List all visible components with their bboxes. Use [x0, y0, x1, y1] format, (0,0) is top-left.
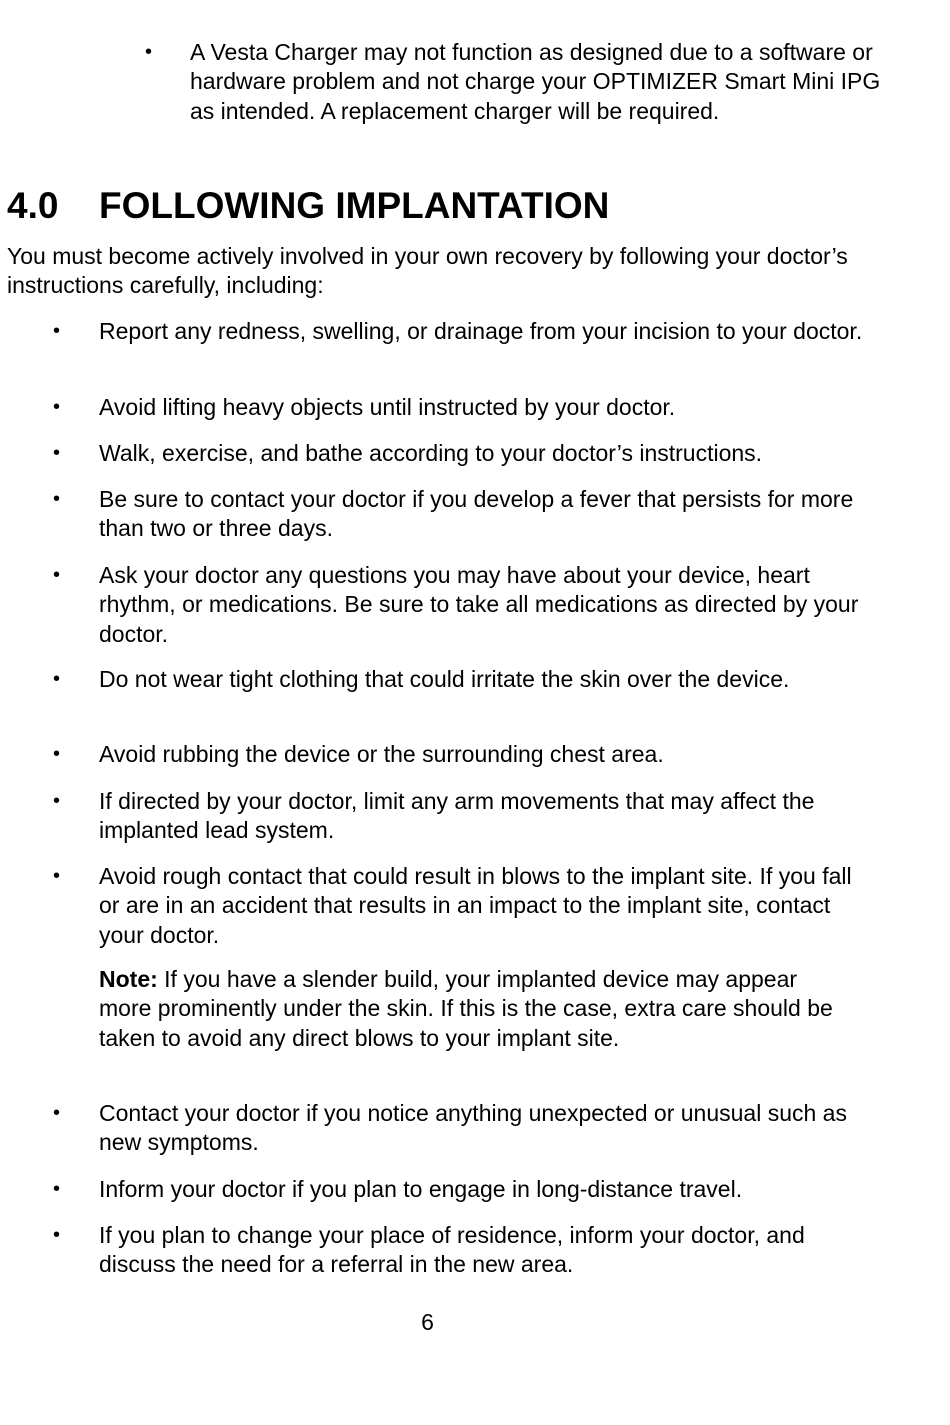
bullet-marker: • [53, 668, 61, 690]
bullet-marker: • [53, 396, 61, 418]
bullet-marker: • [53, 564, 61, 586]
list-item-text: Avoid rough contact that could result in blows to the implant site. If you fall or are in an accident that results in an impact to the implant site, contact your doctor. [99, 863, 852, 948]
top-bullet-text: A Vesta Charger may not function as designed due to a software or hardware problem and not charge your OPTIMIZER Smart Mini IPG as intended. A replacement charger will be required. [190, 39, 881, 124]
list-item-text: Walk, exercise, and bathe according to your doctor’s instructions. [99, 440, 763, 466]
list-item-text: Avoid lifting heavy objects until instructed by your doctor. [99, 394, 676, 420]
bullet-marker: • [53, 1224, 61, 1246]
section-number: 4.0 [7, 185, 59, 226]
bullet-marker: • [53, 320, 61, 342]
bullet-marker: • [53, 865, 61, 887]
section-heading [7, 184, 609, 228]
list-item-text: Inform your doctor if you plan to engage in long-distance travel. [99, 1176, 743, 1202]
bullet-marker: • [53, 488, 61, 510]
bullet-marker: • [53, 1102, 61, 1124]
list-item-text: Avoid rubbing the device or the surrounding chest area. [99, 741, 664, 767]
bullet-marker: • [145, 41, 153, 63]
note-text: If you have a slender build, your implanted device may appear more prominently under the skin. If this is the case, extra care should be taken to avoid any direct blows to your implant site. [99, 966, 833, 1051]
note-label: Note: [99, 966, 158, 992]
list-item-text: If directed by your doctor, limit any arm movements that may affect the implanted lead system. [99, 788, 815, 844]
section-title: FOLLOWING IMPLANTATION [99, 185, 610, 226]
bullet-marker: • [53, 790, 61, 812]
list-item-text: If you plan to change your place of residence, inform your doctor, and discuss the need for a referral in the new area. [99, 1222, 805, 1278]
bullet-marker: • [53, 1178, 61, 1200]
section-intro: You must become actively involved in your own recovery by following your doctor’s instructions carefully, including: [7, 243, 848, 299]
list-item-text: Be sure to contact your doctor if you develop a fever that persists for more than two or three days. [99, 486, 854, 542]
bullet-marker: • [53, 743, 61, 765]
page-number: 6 [421, 1309, 434, 1335]
bullet-marker: • [53, 442, 61, 464]
list-item-text: Ask your doctor any questions you may have about your device, heart rhythm, or medications. Be sure to take all medications as directed by your doctor. [99, 562, 859, 647]
list-item-text: Do not wear tight clothing that could irritate the skin over the device. [99, 666, 790, 692]
list-item-text: Report any redness, swelling, or drainage from your incision to your doctor. [99, 318, 863, 344]
list-item-text: Contact your doctor if you notice anything unexpected or unusual such as new symptoms. [99, 1100, 847, 1156]
note-paragraph [99, 965, 839, 1053]
